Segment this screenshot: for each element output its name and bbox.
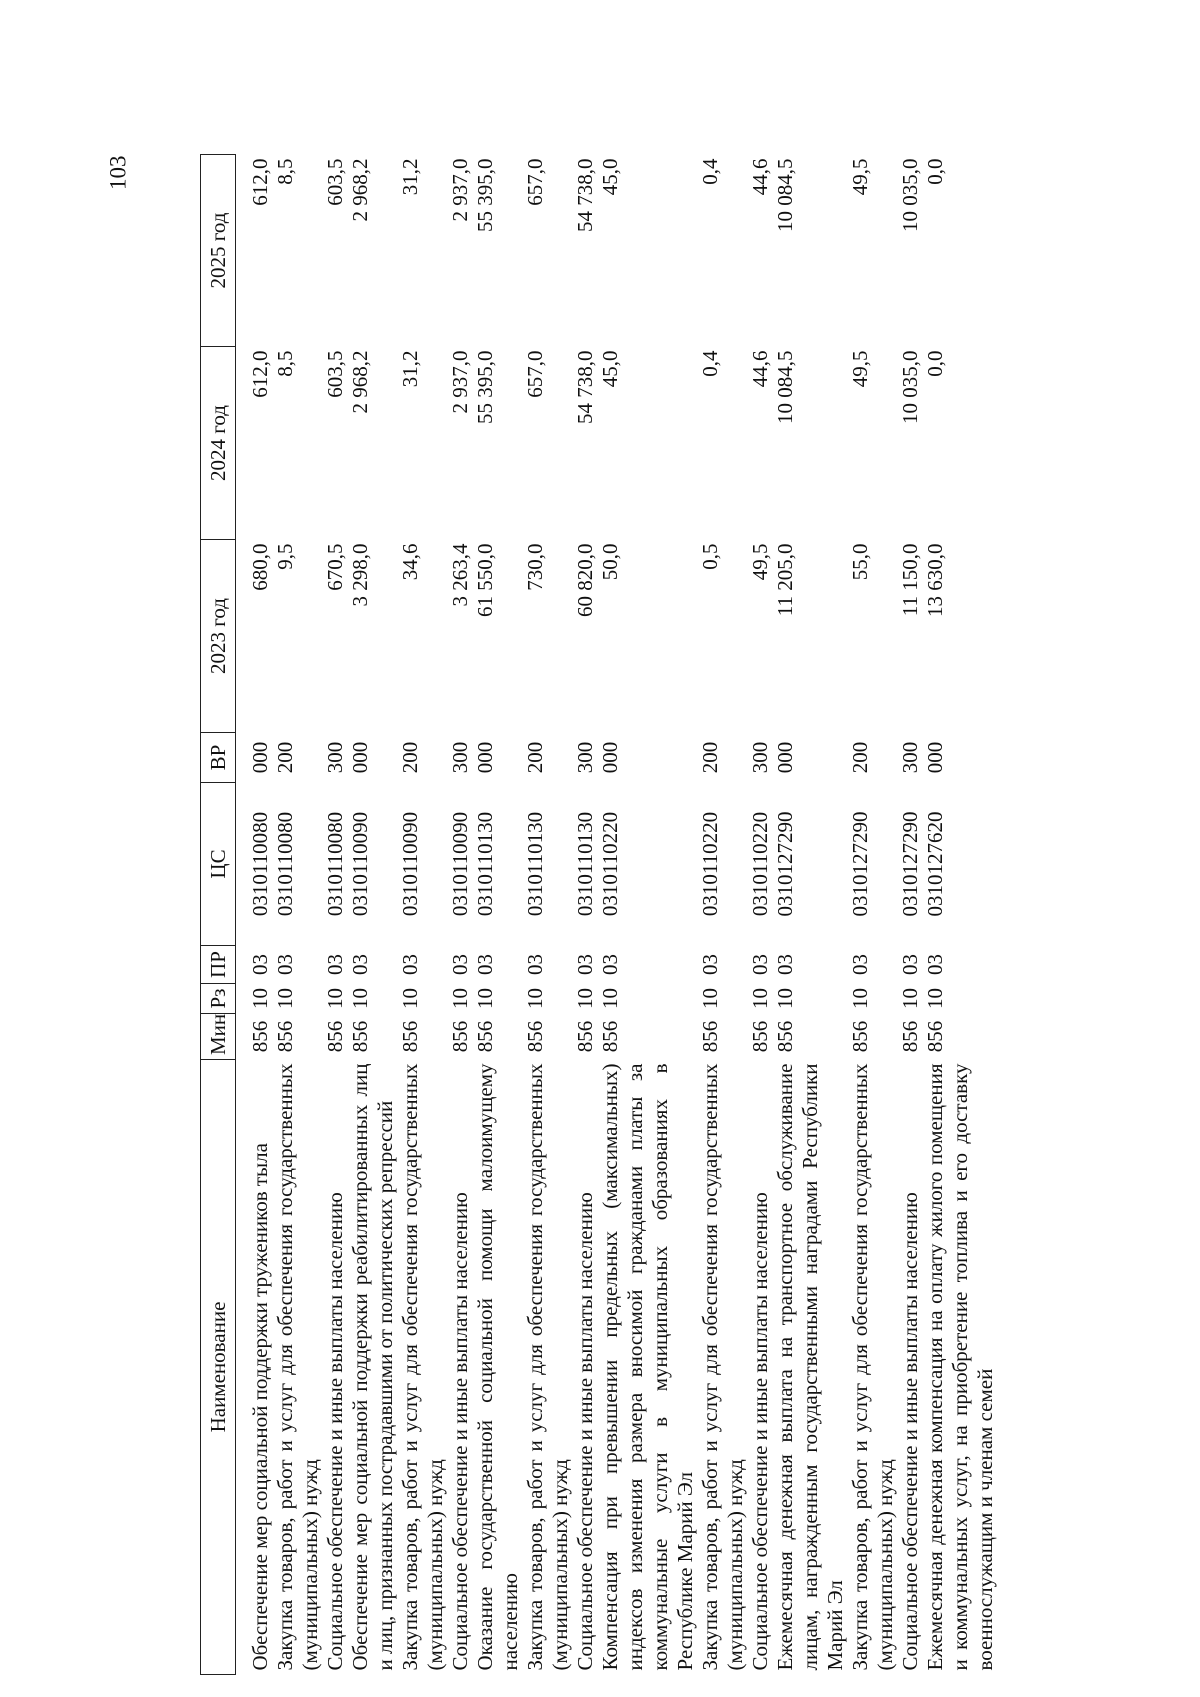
cell-2025: 603,5 — [323, 158, 347, 206]
cell-rz: 10 — [398, 988, 422, 1009]
cell-min: 856 — [523, 1020, 547, 1053]
cell-2025: 612,0 — [248, 158, 272, 206]
cell-rz: 10 — [748, 988, 772, 1009]
cell-rz: 10 — [473, 988, 497, 1009]
table-row — [773, 155, 848, 1675]
cell-rz: 10 — [698, 988, 722, 1009]
cell-rz: 10 — [898, 988, 922, 1009]
cell-pr: 03 — [448, 954, 472, 975]
cell-min: 856 — [273, 1020, 297, 1053]
cell-name: Ежемесячная денежная компенсация на оплату жилого помещения и коммунальных услуг, на приобретение топлива и его доставку военнослужащим и членам семей — [923, 1063, 997, 1671]
cell-2023: 670,5 — [323, 543, 347, 591]
cell-vr: 300 — [448, 741, 472, 774]
cell-pr: 03 — [573, 954, 597, 975]
cell-2024: 603,5 — [323, 350, 347, 398]
cell-2023: 11 205,0 — [773, 543, 797, 617]
cell-2025: 2 937,0 — [448, 158, 472, 222]
table-row — [398, 155, 448, 1675]
cell-min: 856 — [348, 1020, 372, 1053]
cell-pr: 03 — [348, 954, 372, 975]
cell-vr: 000 — [773, 741, 797, 774]
cell-vr: 000 — [248, 741, 272, 774]
table-row — [598, 155, 698, 1675]
cell-rz: 10 — [848, 988, 872, 1009]
cell-2024: 31,2 — [398, 350, 422, 388]
cell-rz: 10 — [598, 988, 622, 1009]
cell-vr: 300 — [898, 741, 922, 774]
table-row — [748, 155, 773, 1675]
cell-2024: 0,4 — [698, 350, 722, 377]
table-row — [323, 155, 348, 1675]
cell-name: Обеспечение мер социальной поддержки тружеников тыла — [248, 1143, 272, 1671]
cell-2025: 2 968,2 — [348, 158, 372, 222]
cell-cs: 0310127290 — [848, 811, 872, 917]
cell-2025: 0,4 — [698, 158, 722, 185]
cell-vr: 300 — [323, 741, 347, 774]
cell-pr: 03 — [848, 954, 872, 975]
cell-rz: 10 — [273, 988, 297, 1009]
cell-pr: 03 — [598, 954, 622, 975]
cell-pr: 03 — [523, 954, 547, 975]
header-2025: 2025 год — [201, 155, 236, 347]
cell-rz: 10 — [348, 988, 372, 1009]
cell-2024: 8,5 — [273, 350, 297, 377]
cell-rz: 10 — [773, 988, 797, 1009]
table-row — [236, 155, 274, 1675]
cell-cs: 0310110080 — [273, 811, 297, 917]
cell-pr: 03 — [473, 954, 497, 975]
cell-2024: 2 937,0 — [448, 350, 472, 414]
cell-vr: 000 — [923, 741, 947, 774]
table-row — [923, 155, 998, 1675]
cell-2025: 45,0 — [598, 158, 622, 196]
cell-min: 856 — [773, 1020, 797, 1053]
header-min: Мин — [201, 1014, 236, 1060]
cell-vr: 200 — [398, 741, 422, 774]
cell-pr: 03 — [773, 954, 797, 975]
cell-2025: 657,0 — [523, 158, 547, 206]
cell-cs: 0310110130 — [573, 811, 597, 917]
cell-2024: 49,5 — [848, 350, 872, 388]
header-name: Наименование — [201, 1060, 236, 1675]
cell-vr: 000 — [598, 741, 622, 774]
cell-name: Закупка товаров, работ и услуг для обеспечения государственных (муниципальных) нужд — [273, 1063, 322, 1671]
budget-table-frame — [200, 155, 1020, 1675]
cell-min: 856 — [573, 1020, 597, 1053]
cell-2024: 612,0 — [248, 350, 272, 398]
cell-name: Социальное обеспечение и иные выплаты населению — [748, 1192, 772, 1671]
cell-pr: 03 — [248, 954, 272, 975]
cell-2025: 54 738,0 — [573, 158, 597, 232]
cell-2023: 60 820,0 — [573, 543, 597, 617]
table-row — [898, 155, 923, 1675]
cell-min: 856 — [598, 1020, 622, 1053]
cell-vr: 200 — [523, 741, 547, 774]
cell-rz: 10 — [323, 988, 347, 1009]
cell-2025: 10 084,5 — [773, 158, 797, 232]
cell-min: 856 — [698, 1020, 722, 1053]
header-vr: ВР — [201, 733, 236, 783]
cell-name: Обеспечение мер социальной поддержки реабилитированных лиц и лиц, признанных пострадавшими от политических репрессий — [348, 1063, 397, 1671]
cell-2024: 44,6 — [748, 350, 772, 388]
header-row — [201, 155, 236, 1675]
cell-name: Компенсация при превышении предельных (максимальных) индексов изменения размера вносимой гражданами платы за коммунальные услуги в муниципальных образованиях в Республике Марий Эл — [598, 1063, 697, 1671]
cell-min: 856 — [448, 1020, 472, 1053]
cell-rz: 10 — [448, 988, 472, 1009]
table-header — [201, 155, 236, 1675]
cell-min: 856 — [848, 1020, 872, 1053]
cell-cs: 0310110090 — [398, 811, 422, 917]
cell-name: Социальное обеспечение и иные выплаты населению — [898, 1192, 922, 1671]
header-rz: Рз — [201, 984, 236, 1014]
cell-min: 856 — [898, 1020, 922, 1053]
cell-name: Социальное обеспечение и иные выплаты населению — [573, 1192, 597, 1671]
cell-rz: 10 — [573, 988, 597, 1009]
table-body — [236, 155, 999, 1675]
cell-rz: 10 — [248, 988, 272, 1009]
cell-vr: 200 — [273, 741, 297, 774]
cell-name: Социальное обеспечение и иные выплаты населению — [323, 1192, 347, 1671]
cell-cs: 0310127290 — [898, 811, 922, 917]
cell-2023: 55,0 — [848, 543, 872, 581]
cell-vr: 200 — [698, 741, 722, 774]
cell-2023: 680,0 — [248, 543, 272, 591]
cell-2024: 10 035,0 — [898, 350, 922, 424]
cell-rz: 10 — [923, 988, 947, 1009]
cell-min: 856 — [923, 1020, 947, 1053]
cell-rz: 10 — [523, 988, 547, 1009]
cell-2023: 3 263,4 — [448, 543, 472, 607]
cell-name: Ежемесячная денежная выплата на транспортное обслуживание лицам, награжденным государственными наградами Республики Марий Эл — [773, 1063, 847, 1671]
cell-cs: 0310110080 — [248, 811, 272, 917]
cell-2024: 55 395,0 — [473, 350, 497, 424]
table-row — [473, 155, 523, 1675]
cell-2023: 13 630,0 — [923, 543, 947, 617]
cell-2024: 0,0 — [923, 350, 947, 377]
cell-pr: 03 — [898, 954, 922, 975]
cell-pr: 03 — [323, 954, 347, 975]
cell-min: 856 — [248, 1020, 272, 1053]
cell-2025: 0,0 — [923, 158, 947, 185]
cell-min: 856 — [748, 1020, 772, 1053]
cell-2023: 50,0 — [598, 543, 622, 581]
cell-pr: 03 — [923, 954, 947, 975]
cell-min: 856 — [398, 1020, 422, 1053]
cell-vr: 000 — [473, 741, 497, 774]
cell-2023: 11 150,0 — [898, 543, 922, 617]
cell-min: 856 — [473, 1020, 497, 1053]
cell-vr: 300 — [573, 741, 597, 774]
cell-2025: 49,5 — [848, 158, 872, 196]
cell-pr: 03 — [273, 954, 297, 975]
cell-cs: 0310110090 — [448, 811, 472, 917]
header-pr: ПР — [201, 946, 236, 984]
cell-2025: 31,2 — [398, 158, 422, 196]
cell-2024: 45,0 — [598, 350, 622, 388]
cell-name: Оказание государственной социальной помощи малоимущему населению — [473, 1063, 522, 1671]
cell-name: Закупка товаров, работ и услуг для обеспечения государственных (муниципальных) нужд — [523, 1063, 572, 1671]
cell-name: Закупка товаров, работ и услуг для обеспечения государственных (муниципальных) нужд — [698, 1063, 747, 1671]
table-row — [348, 155, 398, 1675]
cell-cs: 0310110220 — [748, 811, 772, 917]
table-row — [448, 155, 473, 1675]
budget-table — [200, 154, 998, 1675]
cell-min: 856 — [323, 1020, 347, 1053]
cell-2023: 9,5 — [273, 543, 297, 570]
cell-2024: 54 738,0 — [573, 350, 597, 424]
header-cs: ЦС — [201, 783, 236, 946]
cell-cs: 0310110220 — [698, 811, 722, 917]
cell-name: Социальное обеспечение и иные выплаты населению — [448, 1192, 472, 1671]
table-row — [523, 155, 573, 1675]
cell-name: Закупка товаров, работ и услуг для обеспечения государственных (муниципальных) нужд — [398, 1063, 447, 1671]
cell-2025: 44,6 — [748, 158, 772, 196]
cell-2023: 49,5 — [748, 543, 772, 581]
header-2023: 2023 год — [201, 540, 236, 733]
cell-2024: 657,0 — [523, 350, 547, 398]
table-row — [848, 155, 898, 1675]
cell-name: Закупка товаров, работ и услуг для обеспечения государственных (муниципальных) нужд — [848, 1063, 897, 1671]
cell-cs: 0310110130 — [473, 811, 497, 917]
cell-pr: 03 — [398, 954, 422, 975]
cell-2025: 10 035,0 — [898, 158, 922, 232]
cell-2023: 730,0 — [523, 543, 547, 591]
table-row — [573, 155, 598, 1675]
cell-vr: 300 — [748, 741, 772, 774]
table-row — [273, 155, 323, 1675]
cell-cs: 0310110090 — [348, 811, 372, 917]
cell-2023: 3 298,0 — [348, 543, 372, 607]
table-row — [698, 155, 748, 1675]
cell-cs: 0310127290 — [773, 811, 797, 917]
cell-pr: 03 — [698, 954, 722, 975]
cell-2024: 10 084,5 — [773, 350, 797, 424]
header-2024: 2024 год — [201, 347, 236, 540]
cell-cs: 0310127620 — [923, 811, 947, 917]
cell-2023: 0,5 — [698, 543, 722, 570]
cell-vr: 000 — [348, 741, 372, 774]
cell-2025: 55 395,0 — [473, 158, 497, 232]
cell-2025: 8,5 — [273, 158, 297, 185]
cell-cs: 0310110080 — [323, 811, 347, 917]
cell-2024: 2 968,2 — [348, 350, 372, 414]
cell-2023: 61 550,0 — [473, 543, 497, 617]
cell-pr: 03 — [748, 954, 772, 975]
page-number: 103 — [105, 155, 131, 190]
cell-cs: 0310110220 — [598, 811, 622, 917]
cell-vr: 200 — [848, 741, 872, 774]
cell-2023: 34,6 — [398, 543, 422, 581]
cell-cs: 0310110130 — [523, 811, 547, 917]
